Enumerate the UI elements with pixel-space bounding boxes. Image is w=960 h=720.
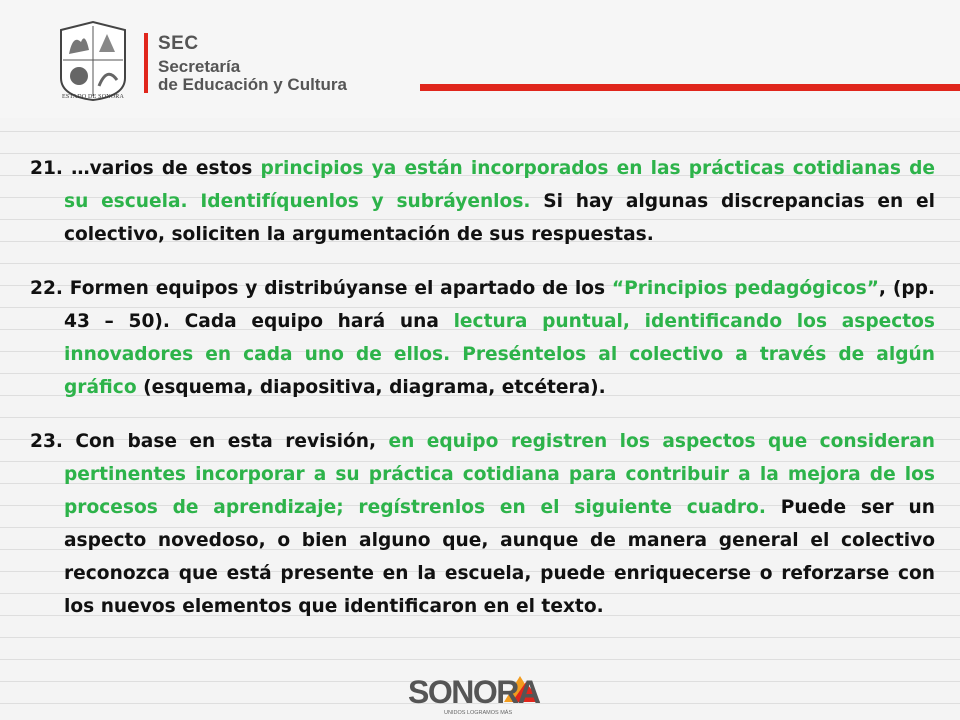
- highlight-segment: en equipo registren los aspectos que consideran pertinentes incorporar a su práctica cotidiana para contribuir a la mejora de los procesos de aprendizaje; regístrenlos en el siguiente cuadro.: [64, 431, 935, 518]
- text-segment: (esquema, diapositiva, diagrama, etcétera).: [136, 377, 606, 398]
- sonora-logo-tagline: UNIDOS LOGRAMOS MÁS: [444, 710, 513, 716]
- header-divider: [144, 33, 148, 93]
- ministry-acronym: SEC: [158, 33, 199, 54]
- sonora-logo: [408, 672, 558, 720]
- highlight-segment: principios ya están incorporados en las prácticas cotidianas de su escuela. Identifíquenlos y subráyenlos.: [64, 158, 936, 212]
- sonora-logo-text: SONORA: [408, 674, 540, 710]
- text-segment: 23. Con base en esta revisión,: [30, 431, 389, 452]
- text-segment: 22. Formen equipos y distribúyanse el apartado de los: [30, 278, 612, 299]
- header: [0, 0, 960, 118]
- text-segment: Si hay algunas discrepancias en el colectivo, soliciten la argumentación de sus respuestas.: [64, 191, 936, 245]
- highlight-segment: “Principios pedagógicos”: [611, 278, 879, 299]
- ministry-name-line1: Secretaría: [158, 57, 241, 76]
- ministry-name-line2: de Educación y Cultura: [158, 75, 347, 94]
- header-accent-bar: [420, 84, 960, 91]
- highlight-segment: lectura puntual, identificando los aspectos innovadores en cada uno de ellos. Preséntelos al colectivo a través de algún gráfico: [64, 311, 935, 398]
- instruction-item-21: [30, 152, 935, 251]
- text-segment: Puede ser un aspecto novedoso, o bien alguno que, aunque de manera general el colectivo reconozca que está presente en la escuela, puede enriquecerse o reforzarse con los nuevos elementos que identificaron en el texto.: [64, 497, 935, 617]
- instruction-item-22: [30, 272, 935, 404]
- text-segment: 21. …varios de estos: [30, 158, 261, 179]
- instruction-item-23: [30, 425, 935, 623]
- instruction-list: [30, 152, 935, 644]
- seal-label: ESTADO DE SONORA: [61, 94, 125, 100]
- text-segment: , (pp. 43 – 50). Cada equipo hará una: [64, 278, 936, 332]
- state-seal-icon: [55, 20, 131, 102]
